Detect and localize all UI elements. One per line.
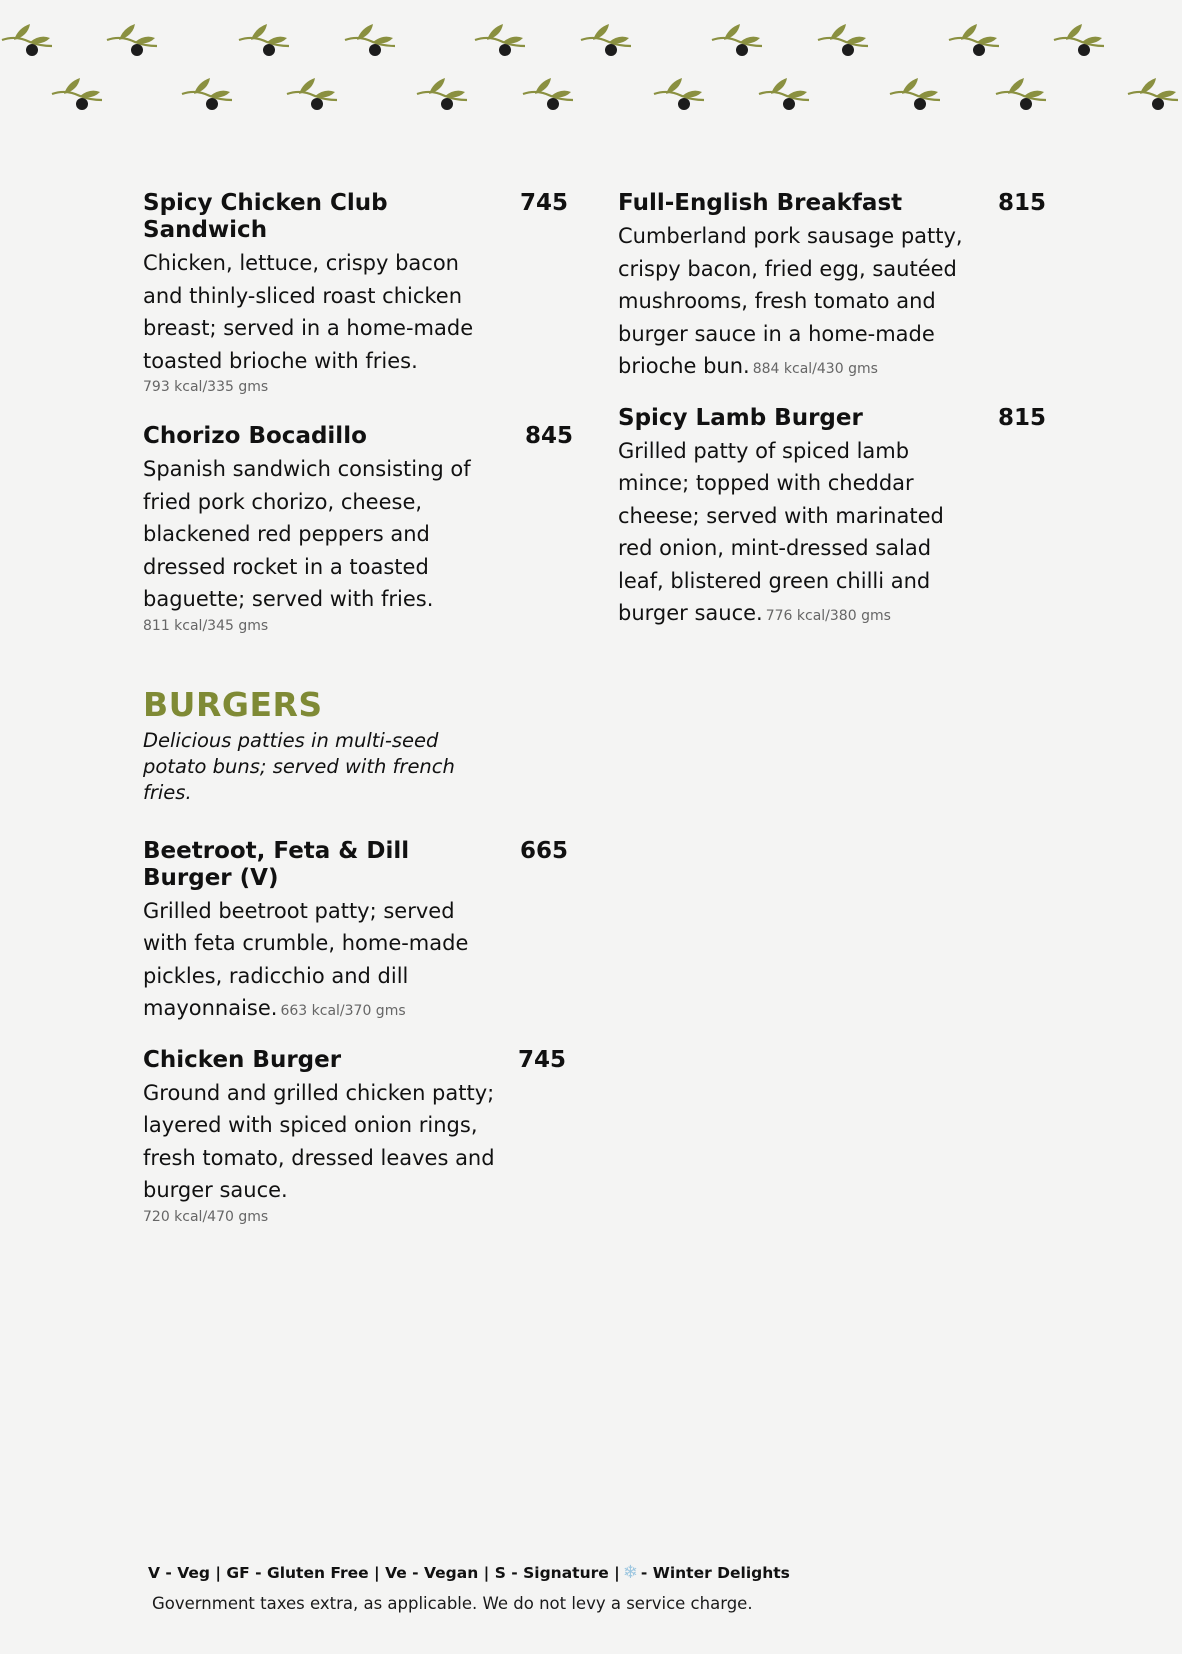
olive-branch-icon [0,22,54,60]
olive-branch-icon [105,22,159,60]
item-description-text: Grilled beetroot patty; served with feta crumble, home-made pickles, radicchio and dill mayonnaise. [143,898,469,1020]
olive-branch-icon [473,22,527,60]
olive-branch-icon [947,22,1001,60]
dietary-legend [148,1562,1048,1584]
item-kcal: 793 kcal/335 gms [143,379,269,395]
item-price: 845 [524,423,573,449]
item-price: 815 [997,190,1046,216]
olive-branch-icon [285,76,339,114]
menu-item [143,838,573,1025]
item-name: Chicken Burger [143,1046,342,1073]
olive-branch-icon [1126,76,1180,114]
menu-item [143,190,573,397]
item-description [143,895,503,1025]
olive-branch-icon [579,22,633,60]
snowflake-icon: ❄ [622,1562,638,1583]
olive-branch-icon [710,22,764,60]
item-price: 745 [519,190,568,216]
olive-branch-icon [415,76,469,114]
menu-item [618,190,1046,383]
olive-branch-icon [521,76,575,114]
olive-branch-icon [888,76,942,114]
olive-branch-icon [180,76,234,114]
item-description [618,435,978,630]
olive-branch-icon [1052,22,1106,60]
item-kcal: 884 kcal/430 gms [752,361,878,377]
olive-branch-icon [237,22,291,60]
item-kcal: 811 kcal/345 gms [143,617,269,634]
olive-branch-icon [757,76,811,114]
item-price: 745 [517,1046,566,1073]
item-name: Beetroot, Feta & Dill Burger (V) [143,837,410,891]
footer [148,1562,1048,1615]
olive-branch-icon [994,76,1048,114]
item-name: Chorizo Bocadillo [143,423,367,449]
menu-item [143,1047,573,1227]
olive-branch-band [0,0,1182,140]
item-kcal: 720 kcal/470 gms [143,1208,269,1225]
menu-item [143,423,573,636]
legend-text-winter: - Winter Delights [640,1564,790,1582]
item-description-text: Cumberland pork sausage patty, crispy bacon, fried egg, sautéed mushrooms, fresh tomato and burger sauce in a home-made brioche bun. [618,224,963,378]
legend-text: V - Veg | GF - Gluten Free | Ve - Vegan | S - Signature | [148,1564,620,1582]
olive-branch-icon [652,76,706,114]
olive-branch-icon [50,76,104,114]
item-kcal: 776 kcal/380 gms [765,608,891,624]
section-title-burgers: BURGERS [143,684,323,724]
section-subtitle: Delicious patties in multi-seed potato buns; served with french fries. [143,728,455,804]
item-price: 665 [519,837,568,864]
right-column [618,190,1046,630]
item-description: Ground and grilled chicken patty; layered with spiced onion rings, fresh tomato, dressed leaves and burger sauce. [143,1080,495,1202]
item-name: Spicy Chicken Club Sandwich [143,190,388,243]
item-name: Full-English Breakfast [618,190,903,216]
item-description-text: Grilled patty of spiced lamb mince; topped with cheddar cheese; served with marinated red onion, mint-dressed salad leaf, blistered green chilli and burger sauce. [618,438,944,625]
item-price: 815 [997,404,1046,431]
item-description [618,220,978,383]
olive-branch-icon [343,22,397,60]
left-column [143,190,573,1227]
item-description: Chicken, lettuce, crispy bacon and thinly-sliced roast chicken breast; served in a home-made toasted brioche with fries. [143,251,474,373]
menu-item [618,405,1046,630]
item-description: Spanish sandwich consisting of fried pork chorizo, cheese, blackened red peppers and dressed rocket in a toasted baguette; served with fries. [143,457,471,611]
item-kcal: 663 kcal/370 gms [280,1003,406,1019]
olive-branch-icon [816,22,870,60]
tax-note: Government taxes extra, as applicable. We do not levy a service charge. [152,1594,753,1613]
item-name: Spicy Lamb Burger [618,404,863,431]
